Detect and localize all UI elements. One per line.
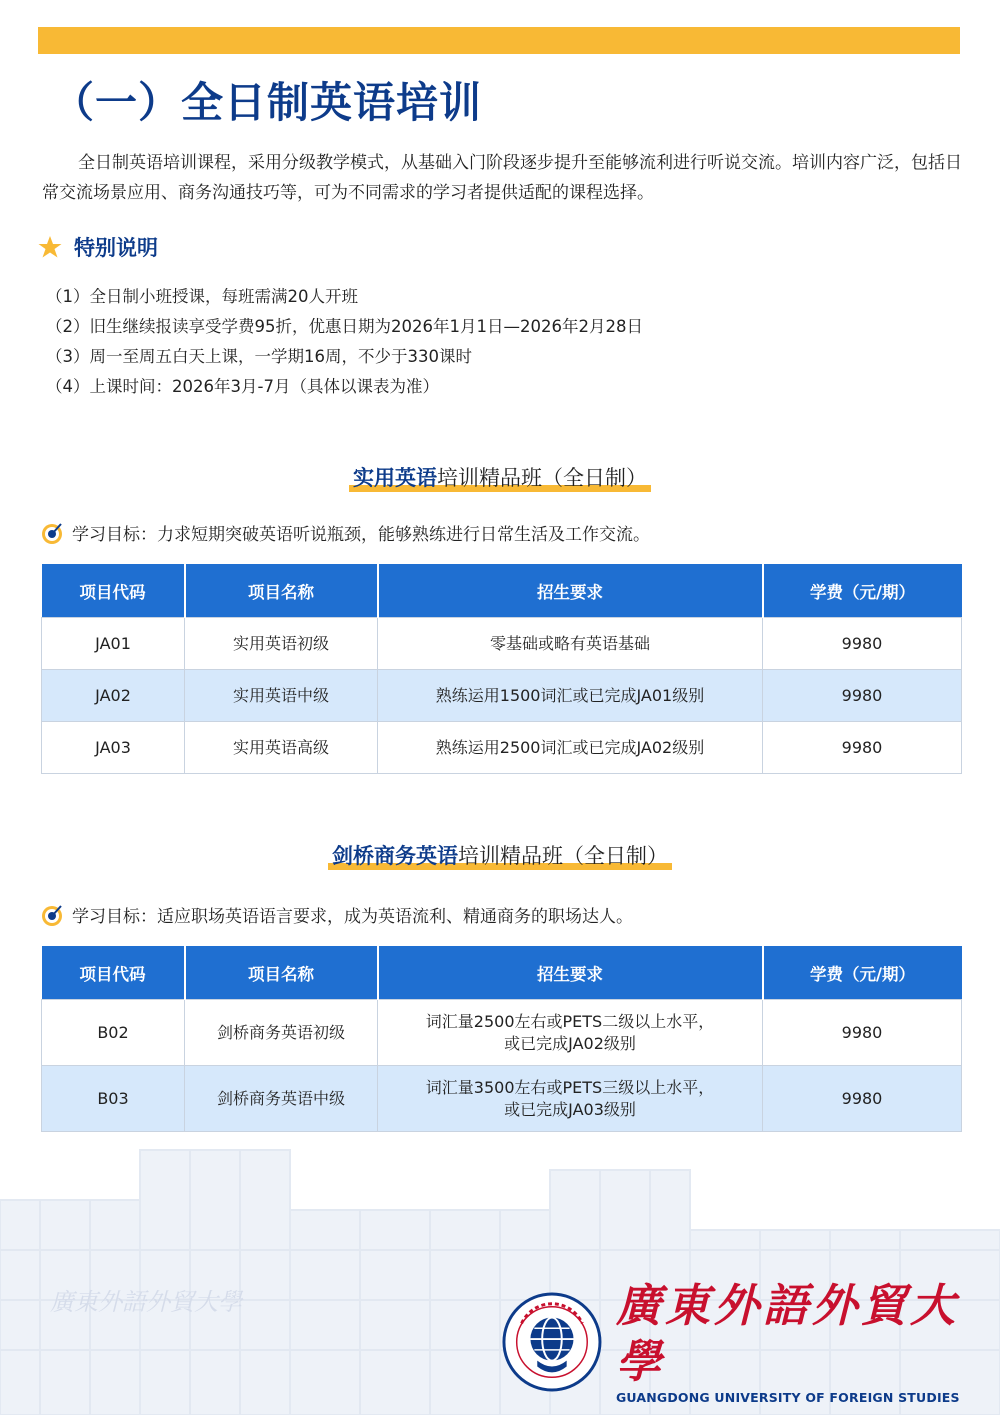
column-header-requirement: 招生要求	[378, 564, 763, 618]
university-seal-icon	[502, 1291, 602, 1393]
column-header-fee: 学费（元/期）	[763, 946, 962, 1000]
column-header-name: 项目名称	[185, 564, 378, 618]
cell-fee: 9980	[763, 722, 962, 774]
cell-name: 实用英语高级	[185, 722, 378, 774]
target-icon	[40, 521, 64, 545]
watermark-text: 廣東外語外貿大學	[50, 1288, 242, 1316]
requirement-line: 或已完成JA02级别	[504, 1033, 636, 1053]
requirement-line: 词汇量3500左右或PETS三级以上水平，	[425, 1077, 715, 1097]
cell-fee: 9980	[763, 670, 962, 722]
university-name-en: GUANGDONG UNIVERSITY OF FOREIGN STUDIES	[615, 1390, 960, 1405]
section-title-highlight: 剑桥商务英语	[332, 844, 458, 868]
cell-requirement: 熟练运用2500词汇或已完成JA02级别	[378, 722, 763, 774]
section-title-practical	[0, 462, 1000, 492]
section-title-bec	[0, 840, 1000, 870]
table-row	[42, 618, 962, 670]
top-accent-bar	[38, 27, 960, 54]
table-row	[42, 722, 962, 774]
cell-code: JA01	[42, 618, 185, 670]
table-header-row	[42, 564, 962, 618]
course-table-practical	[41, 564, 962, 774]
column-header-name: 项目名称	[185, 946, 378, 1000]
cell-fee: 9980	[763, 1066, 962, 1132]
cell-requirement: 熟练运用1500词汇或已完成JA01级别	[378, 670, 763, 722]
requirement-line: 或已完成JA03级别	[504, 1099, 636, 1119]
special-notes-list	[46, 282, 643, 402]
section-title-rest: 培训精品班（全日制）	[437, 466, 647, 490]
column-header-requirement: 招生要求	[378, 946, 763, 1000]
section-title-rest: 培训精品班（全日制）	[458, 844, 668, 868]
course-table-bec	[41, 946, 962, 1132]
intro-paragraph: 全日制英语培训课程，采用分级教学模式，从基础入门阶段逐步提升至能够流利进行听说交流。培训内容广泛，包括日常交流场景应用、商务沟通技巧等，可为不同需求的学习者提供适配的课程选择。	[42, 153, 962, 203]
table-header-row	[42, 946, 962, 1000]
cell-requirement	[378, 1000, 763, 1066]
column-header-code: 项目代码	[42, 564, 185, 618]
section-title-highlight: 实用英语	[353, 466, 437, 490]
special-notes-heading	[38, 232, 158, 262]
special-notes-title: 特别说明	[74, 236, 158, 260]
cell-requirement: 零基础或略有英语基础	[378, 618, 763, 670]
page-title: （一）全日制英语培训	[52, 78, 483, 127]
table-row	[42, 670, 962, 722]
note-item: （1）全日制小班授课，每班需满20人开班	[46, 287, 358, 306]
note-item: （3）周一至周五白天上课，一学期16周，不少于330课时	[46, 347, 472, 366]
university-name-cn: 廣東外語外貿大學	[615, 1279, 959, 1388]
column-header-code: 项目代码	[42, 946, 185, 1000]
cell-code: B03	[42, 1066, 185, 1132]
column-header-fee: 学费（元/期）	[763, 564, 962, 618]
note-item: （4）上课时间：2026年3月-7月（具体以课表为准）	[46, 377, 439, 396]
cell-code: JA02	[42, 670, 185, 722]
note-item: （2）旧生继续报读享受学费95折，优惠日期为2026年1月1日—2026年2月28日	[46, 317, 643, 336]
target-icon	[40, 903, 64, 927]
cell-name: 实用英语中级	[185, 670, 378, 722]
cell-code: JA03	[42, 722, 185, 774]
cell-fee: 9980	[763, 618, 962, 670]
learning-goal-practical	[40, 520, 650, 545]
cell-name: 剑桥商务英语初级	[185, 1000, 378, 1066]
table-row	[42, 1000, 962, 1066]
cell-requirement	[378, 1066, 763, 1132]
cell-fee: 9980	[763, 1000, 962, 1066]
cell-name: 剑桥商务英语中级	[185, 1066, 378, 1132]
table-row	[42, 1066, 962, 1132]
university-logo	[502, 1278, 1000, 1405]
star-icon	[38, 235, 62, 259]
learning-goal-bec	[40, 902, 633, 927]
cell-code: B02	[42, 1000, 185, 1066]
learning-goal-text: 学习目标：力求短期突破英语听说瓶颈，能够熟练进行日常生活及工作交流。	[72, 525, 650, 545]
requirement-line: 词汇量2500左右或PETS二级以上水平，	[425, 1011, 715, 1031]
learning-goal-text: 学习目标：适应职场英语语言要求，成为英语流利、精通商务的职场达人。	[72, 907, 633, 927]
cell-name: 实用英语初级	[185, 618, 378, 670]
